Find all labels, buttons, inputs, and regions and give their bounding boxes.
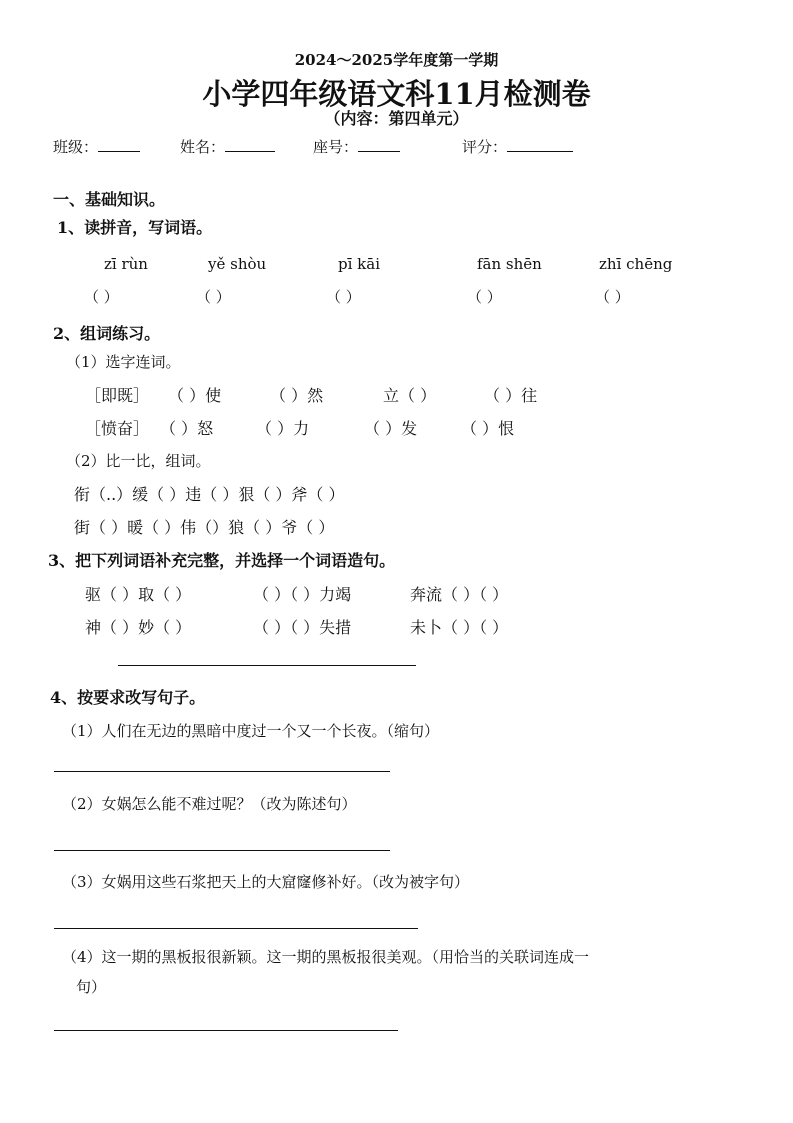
compare-row[interactable]: 衔（..）缓（ ）违（ ）狠（ ）斧（ ）: [74, 485, 345, 504]
answer-bracket-1[interactable]: （ ）: [84, 288, 119, 306]
question-2-heading: 2、组词练习。: [53, 324, 161, 343]
idiom-item[interactable]: （ ）（ ）失措: [253, 618, 352, 637]
answer-line-4[interactable]: [54, 1030, 398, 1031]
word-item[interactable]: 立（ ）: [383, 386, 437, 405]
word-item[interactable]: （ ）然: [270, 386, 324, 405]
rewrite-sentence-4: （4）这一期的黑板报很新颖。这一期的黑板报很美观。（用恰当的关联词连成一: [62, 948, 590, 966]
answer-bracket-4[interactable]: （ ）: [467, 288, 502, 306]
word-item[interactable]: （ ）恨: [461, 419, 515, 438]
char-pair-label: ［愤奋］: [85, 419, 150, 438]
pinyin-5: zhī chēng: [599, 255, 673, 273]
idiom-item[interactable]: 神（ ）妙（ ）: [85, 618, 192, 637]
class-blank[interactable]: [98, 137, 140, 152]
rewrite-sentence-1: （1）人们在无边的黑暗中度过一个又一个长夜。（缩句）: [62, 722, 440, 740]
section-heading: 一、基础知识。: [53, 190, 166, 209]
answer-line-3[interactable]: [54, 928, 418, 929]
class-field: [53, 136, 140, 157]
pinyin-3: pī kāi: [338, 255, 380, 273]
score-field: [462, 136, 573, 157]
answer-bracket-3[interactable]: （ ）: [326, 288, 361, 306]
idiom-item[interactable]: 驱（ ）取（ ）: [85, 585, 192, 604]
answer-bracket-5[interactable]: （ ）: [595, 288, 630, 306]
class-label: 班级：: [53, 138, 99, 156]
idiom-item[interactable]: 奔流（ ）（ ）: [410, 585, 509, 604]
name-blank[interactable]: [225, 137, 275, 152]
score-label: 评分：: [462, 138, 508, 156]
word-item[interactable]: （ ）力: [256, 419, 310, 438]
word-item[interactable]: （ ）怒: [160, 419, 214, 438]
question-4-heading: 4、按要求改写句子。: [50, 688, 206, 707]
question-1-heading: 1、读拼音，写词语。: [57, 218, 213, 237]
score-blank[interactable]: [507, 137, 573, 152]
question-3-heading: 3、把下列词语补充完整，并选择一个词语造句。: [48, 551, 396, 570]
idiom-item[interactable]: （ ）（ ）力竭: [253, 585, 352, 604]
seat-field: [313, 136, 400, 157]
word-item[interactable]: （ ）往: [484, 386, 538, 405]
pinyin-4: fān shēn: [477, 255, 542, 273]
seat-blank[interactable]: [358, 137, 400, 152]
word-item[interactable]: （ ）发: [364, 419, 418, 438]
page-subtitle: （内容：第四单元）: [324, 109, 469, 128]
rewrite-sentence-3: （3）女娲用这些石浆把天上的大窟窿修补好。（改为被字句）: [62, 873, 470, 891]
part-2-title: （2）比一比，组词。: [66, 452, 211, 470]
compare-row[interactable]: 街（ ）暖（ ）伟（）狼（ ）爷（ ）: [74, 518, 335, 537]
name-label: 姓名：: [180, 138, 226, 156]
word-item[interactable]: （ ）使: [168, 386, 222, 405]
idiom-item[interactable]: 未卜（ ）（ ）: [410, 618, 509, 637]
seat-label: 座号：: [313, 138, 359, 156]
pinyin-2: yě shòu: [208, 255, 267, 273]
part-1-title: （1）选字连词。: [66, 353, 181, 371]
char-pair-label: ［即既］: [85, 386, 150, 405]
rewrite-sentence-4-continued: 句）: [76, 978, 107, 996]
sentence-answer-line[interactable]: [118, 665, 416, 666]
page-title: 小学四年级语文科11月检测卷: [202, 77, 591, 111]
pinyin-1: zī rùn: [104, 255, 148, 273]
answer-line-1[interactable]: [54, 771, 390, 772]
name-field: [180, 136, 275, 157]
school-year: 2024～2025学年度第一学期: [294, 51, 499, 69]
answer-bracket-2[interactable]: （ ）: [196, 288, 231, 306]
answer-line-2[interactable]: [54, 850, 390, 851]
rewrite-sentence-2: （2）女娲怎么能不难过呢？（改为陈述句）: [62, 795, 357, 813]
